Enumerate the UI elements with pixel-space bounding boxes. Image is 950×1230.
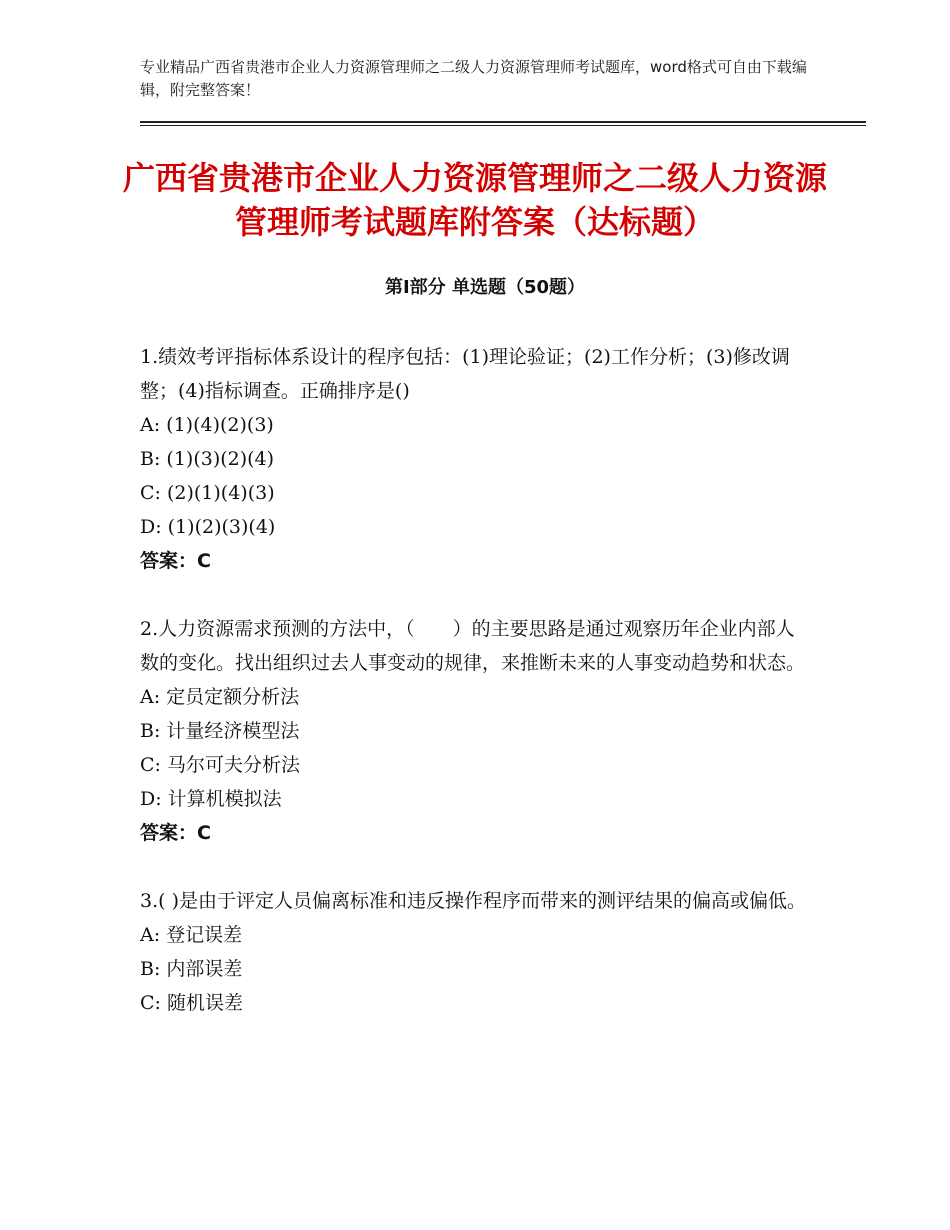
question-stem: 1.绩效考评指标体系设计的程序包括：(1)理论验证；(2)工作分析；(3)修改调整；(4)指标调查。正确排序是() <box>140 346 790 402</box>
option-b: B: 内部误差 <box>140 958 243 980</box>
header-note: 专业精品广西省贵港市企业人力资源管理师之二级人力资源管理师考试题库，word格式可自由下载编辑，附完整答案！ <box>140 58 807 99</box>
option-b: B: (1)(3)(2)(4) <box>140 448 275 470</box>
question-3 <box>140 884 810 1020</box>
document-title: 广西省贵港市企业人力资源管理师之二级人力资源管理师考试题库附答案（达标题） <box>122 159 827 241</box>
header-rule <box>140 121 866 123</box>
question-2 <box>140 612 810 850</box>
option-a: A: 登记误差 <box>140 924 243 946</box>
section-title: 第Ⅰ部分 单选题（50题） <box>384 277 585 298</box>
question-stem: 2.人力资源需求预测的方法中，（ ）的主要思路是通过观察历年企业内部人数的变化。找出组织过去人事变动的规律，来推断未来的人事变动趋势和状态。 <box>140 618 806 674</box>
question-list <box>140 340 810 1054</box>
option-d: D: (1)(2)(3)(4) <box>140 516 276 538</box>
answer: 答案：C <box>140 822 211 844</box>
question-1 <box>140 340 810 578</box>
option-a: A: (1)(4)(2)(3) <box>140 414 274 436</box>
option-a: A: 定员定额分析法 <box>140 686 300 708</box>
header-rule-thin <box>140 125 866 126</box>
option-c: C: 马尔可夫分析法 <box>140 754 300 776</box>
question-stem: 3.( )是由于评定人员偏离标准和违反操作程序而带来的测评结果的偏高或偏低。 <box>140 890 806 912</box>
option-c: C: 随机误差 <box>140 992 243 1014</box>
option-b: B: 计量经济模型法 <box>140 720 300 742</box>
option-c: C: (2)(1)(4)(3) <box>140 482 275 504</box>
option-d: D: 计算机模拟法 <box>140 788 282 810</box>
answer: 答案：C <box>140 550 211 572</box>
